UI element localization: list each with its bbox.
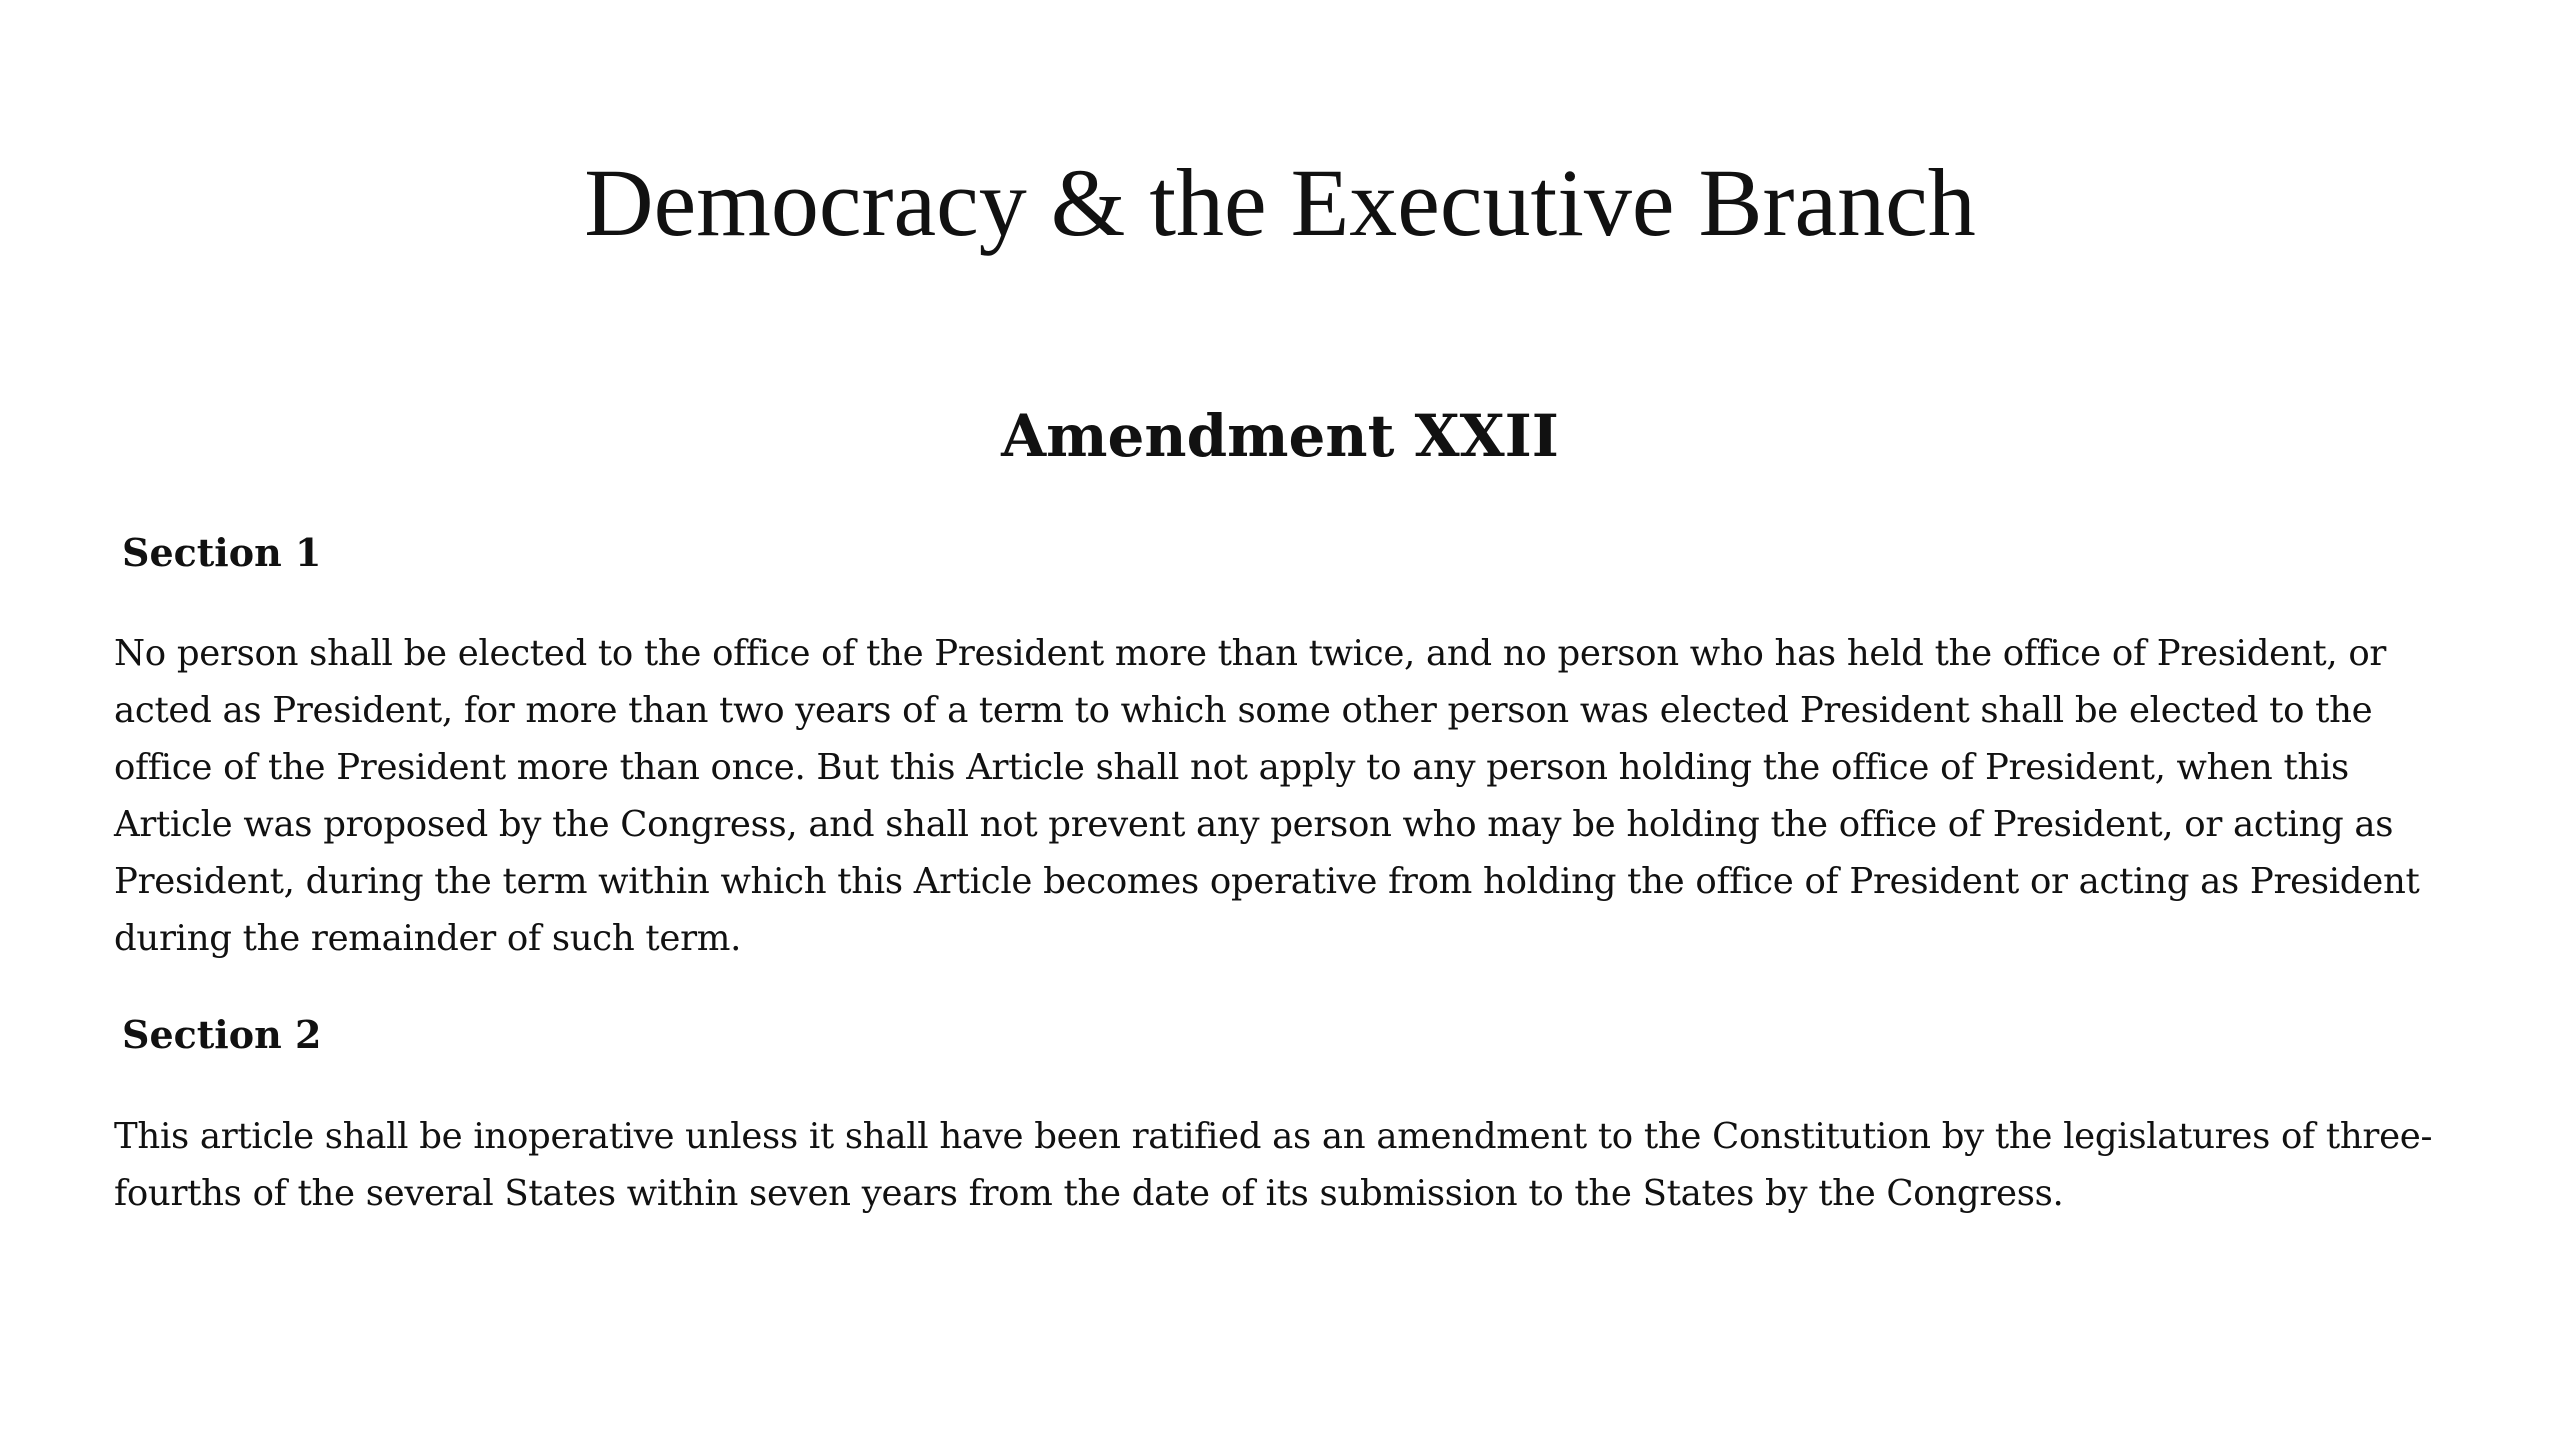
section-1-heading: Section 1: [122, 530, 322, 575]
amendment-heading: Amendment XXII: [1001, 402, 1559, 470]
section-1-body: No person shall be elected to the office of the President more than twice, and no person who has held the office of President, or acted as President, for more than two years of a term to which some other person was elected President shall be elected to the office of the President more than once. But this Article shall not apply to any person holding the office of President, when this Article was proposed by the Congress, and shall not prevent any person who may be holding the office of President, or acting as President, during the term within which this Article becomes operative from holding the office of President or acting as President during the remainder of such term.: [114, 633, 2420, 959]
page-title: Democracy & the Executive Branch: [584, 149, 1976, 256]
section-2-body: This article shall be inoperative unless it shall have been ratified as an amendment to the Constitution by the legislatures of three-fourths of the several States within seven years from the date of its submission to the States by the Congress.: [114, 1116, 2433, 1214]
section-2-heading: Section 2: [122, 1012, 322, 1057]
